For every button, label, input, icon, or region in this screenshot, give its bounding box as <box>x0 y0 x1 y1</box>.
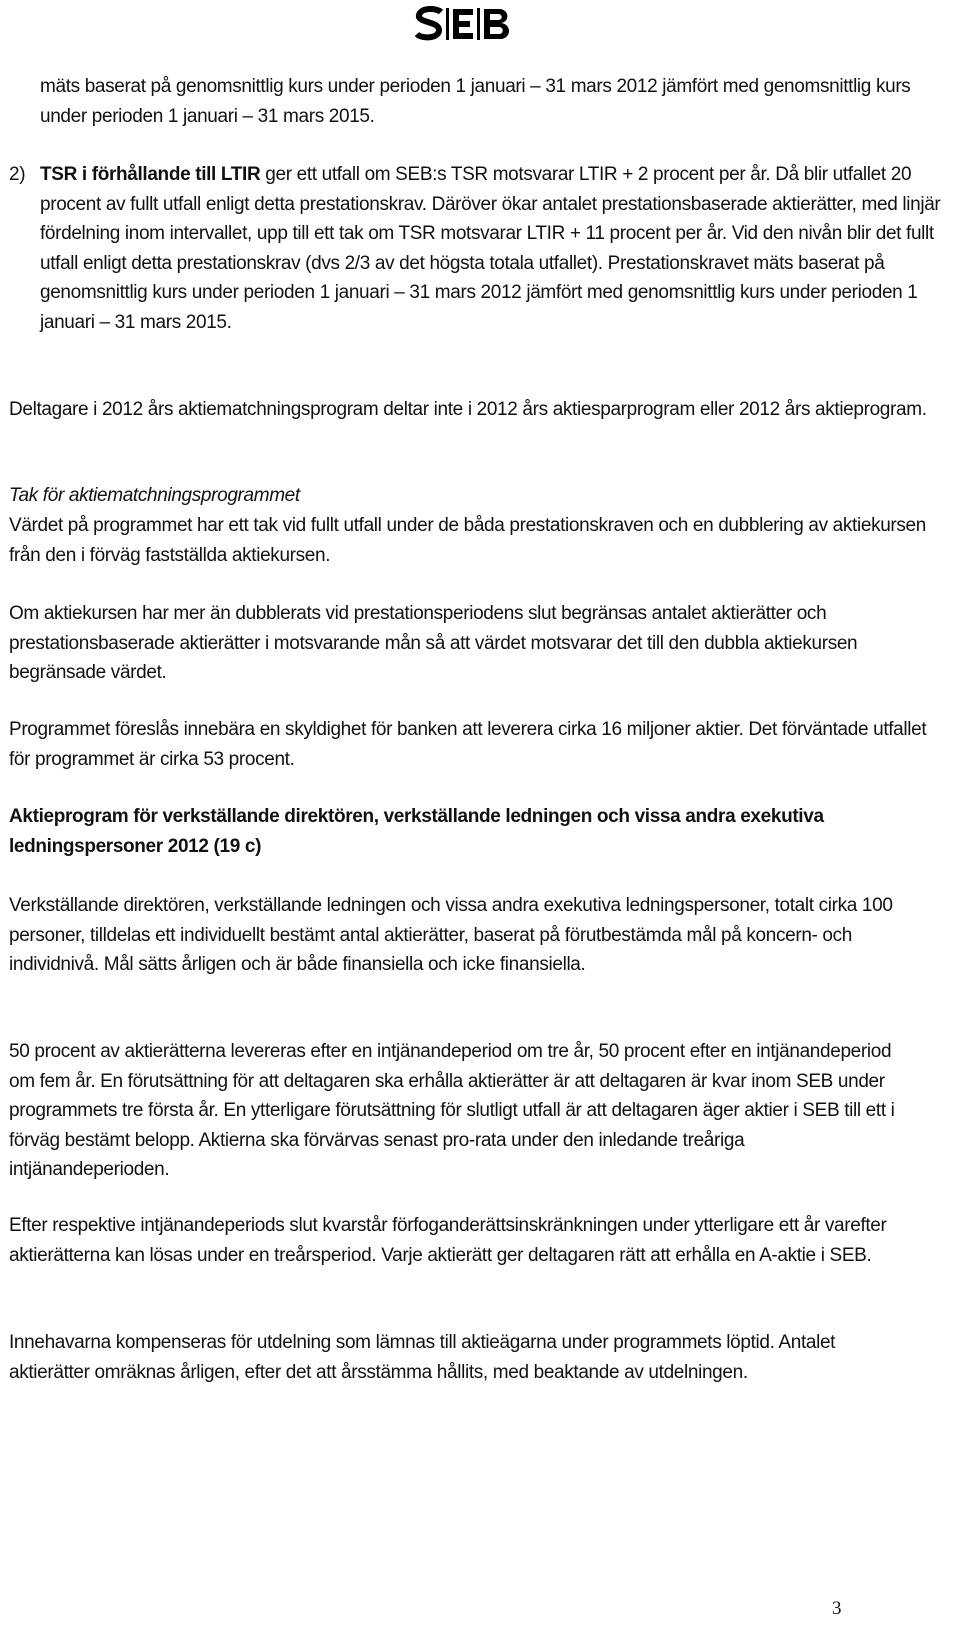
paragraph-text: Verkställande direktören, verkställande ledningen och vissa andra exekutiva ledningspersoner, totalt cirka 100 personer, tilldelas ett individuellt bestämt antal aktierätter, baserat på förutbestämda mål på koncern- och individnivå. Mål sätts årligen och är både finansiella och icke finansiella. <box>9 895 893 976</box>
paragraph-text: Programmet föreslås innebära en skyldighet för banken att leverera cirka 16 miljoner aktier. Det förväntade utfallet för programmet är cirka 53 procent. <box>9 719 927 770</box>
paragraph <box>9 1211 949 1270</box>
paragraph-text: mäts baserat på genomsnittlig kurs under perioden 1 januari – 31 mars 2012 jämfört med genomsnittlig kurs under perioden 1 januari – 31 mars 2015. <box>40 76 911 127</box>
paragraph <box>9 599 949 688</box>
seb-logo <box>415 6 515 42</box>
paragraph <box>9 1037 909 1185</box>
paragraph <box>9 1328 909 1387</box>
section-heading: Aktieprogram för verkställande direktören, verkställande ledningen och vissa andra exekutiva ledningspersoner 2012 (19 c) <box>9 806 824 857</box>
seb-logo-mark <box>415 6 515 42</box>
list-marker: 2) <box>9 164 26 185</box>
paragraph <box>9 715 949 774</box>
italic-subheading: Tak för aktiematchningsprogrammet <box>9 485 300 506</box>
list-item-text <box>40 160 945 338</box>
paragraph-continuation <box>40 72 945 131</box>
bold-lead: TSR i förhållande till LTIR <box>40 164 261 185</box>
paragraph <box>9 395 949 425</box>
paragraph-text: Värdet på programmet har ett tak vid fullt utfall under de båda prestationskraven och en dubblering av aktiekursen från den i förväg fastställda aktiekursen. <box>9 515 926 566</box>
page-number: 3 <box>832 1598 842 1619</box>
list-item-body: ger ett utfall om SEB:s TSR motsvarar LTIR + 2 procent per år. Då blir utfallet 20 procent av fullt utfall enligt detta prestationskrav. Däröver ökar antalet prestationsbaserade aktierätter, med linjär fördelning inom intervallet, upp till ett tak om TSR motsvarar LTIR + 11 procent per år. Vid den nivån blir det fullt utfall enligt detta prestationskrav (dvs 2/3 av det högsta totala utfallet). Prestationskravet mäts baserat på genomsnittlig kurs under perioden 1 januari – 31 mars 2012 jämfört med genomsnittlig kurs under perioden 1 januari – 31 mars 2015. <box>40 164 941 333</box>
paragraph-text: Efter respektive intjänandeperiods slut kvarstår förfoganderättsinskränkningen under ytterligare ett år varefter aktierätterna kan lösas under en treårsperiod. Varje aktierätt ger deltagaren rätt att erhålla en A-aktie i SEB. <box>9 1215 887 1266</box>
paragraph-text: Innehavarna kompenseras för utdelning som lämnas till aktieägarna under programmets löptid. Antalet aktierätter omräknas årligen, efter det att årsstämma hållits, med beaktande av utdelningen. <box>9 1332 836 1383</box>
paragraph-text: 50 procent av aktierätterna levereras efter en intjänandeperiod om tre år, 50 procent efter en intjänandeperiod om fem år. En förutsättning för att deltagaren ska erhålla aktierätter är att deltagaren är kvar inom SEB under programmets tre första år. En ytterligare förutsättning för slutligt utfall är att deltagaren äger aktier i SEB till ett i förväg bestämt belopp. Aktierna ska förvärvas senast pro-rata under den inledande treåriga intjänandeperioden. <box>9 1041 895 1181</box>
paragraph-text: Deltagare i 2012 års aktiematchningsprogram deltar inte i 2012 års aktiesparprogram eller 2012 års aktieprogram. <box>9 399 927 420</box>
paragraph-text: Om aktiekursen har mer än dubblerats vid prestationsperiodens slut begränsas antalet aktierätter och prestationsbaserade aktierätter i motsvarande mån så att värdet motsvarar det till den dubbla aktiekursen begränsade värdet. <box>9 603 858 684</box>
paragraph <box>9 891 909 980</box>
